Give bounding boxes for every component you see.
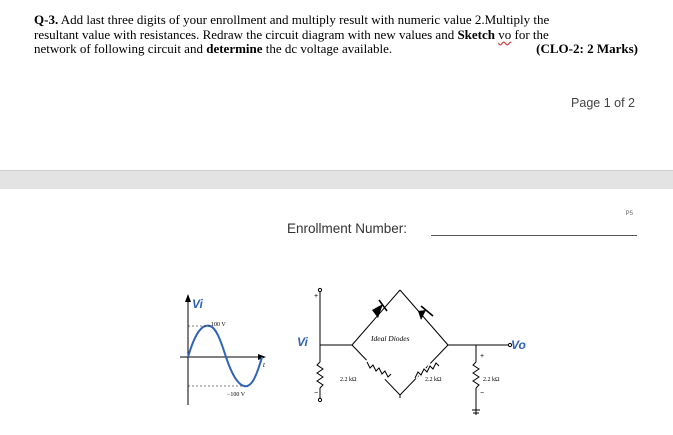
load-resistor: [473, 362, 479, 388]
input-waveform: [180, 294, 266, 405]
resistor-r2: [367, 360, 391, 378]
question-line-2: resultant value with resistances. Redraw the circuit diagram with new values and Sketch vo for the: [34, 26, 549, 42]
input-minus-label: −: [314, 390, 319, 397]
waveform-t-label: t: [263, 361, 265, 369]
load-plus-label: +: [480, 353, 485, 360]
determine-keyword: determine: [206, 41, 263, 56]
sketch-keyword: Sketch: [457, 26, 496, 42]
question-line-1: Q-3. Add last three digits of your enrollment and multiply result with numeric value 2.Multiply the: [34, 12, 550, 27]
circuit-vo-label: Vo: [511, 338, 526, 352]
waveform-peak-label: 100 V: [211, 322, 226, 328]
page-corner-mark: P5: [625, 211, 633, 217]
load-minus-label: −: [480, 390, 485, 397]
waveform-neg-peak-label: −100 V: [227, 392, 246, 398]
input-terminal-top: [318, 288, 321, 291]
sine-wave: [188, 326, 262, 387]
question-line-3: network of following circuit and determine the dc voltage available. (CLO-2: 2 Marks): [34, 41, 638, 56]
diode-d1: [372, 300, 387, 318]
r3-label: 2.2 kΩ: [483, 377, 500, 383]
circuit-vi-label: Vi: [297, 335, 308, 349]
waveform-y-arrow: [185, 294, 191, 302]
diode-d2: [418, 306, 433, 320]
resistor-r1: [317, 362, 323, 388]
clo-marks: (CLO-2: 2 Marks): [536, 41, 638, 56]
vo-misspelled-word[interactable]: vo: [498, 26, 512, 42]
question-label: Q-3.: [34, 12, 59, 27]
input-terminal-bottom: [318, 398, 321, 401]
r2-label: 2.2 kΩ: [425, 377, 442, 383]
page-number: Page 1 of 2: [571, 96, 635, 110]
ideal-diodes-label: Ideal Diodes: [371, 334, 410, 343]
r1-label: 2.2 kΩ: [340, 377, 357, 383]
input-plus-label: +: [314, 293, 319, 300]
waveform-vi-label: Vi: [192, 297, 203, 311]
enrollment-label: Enrollment Number:: [287, 221, 408, 236]
